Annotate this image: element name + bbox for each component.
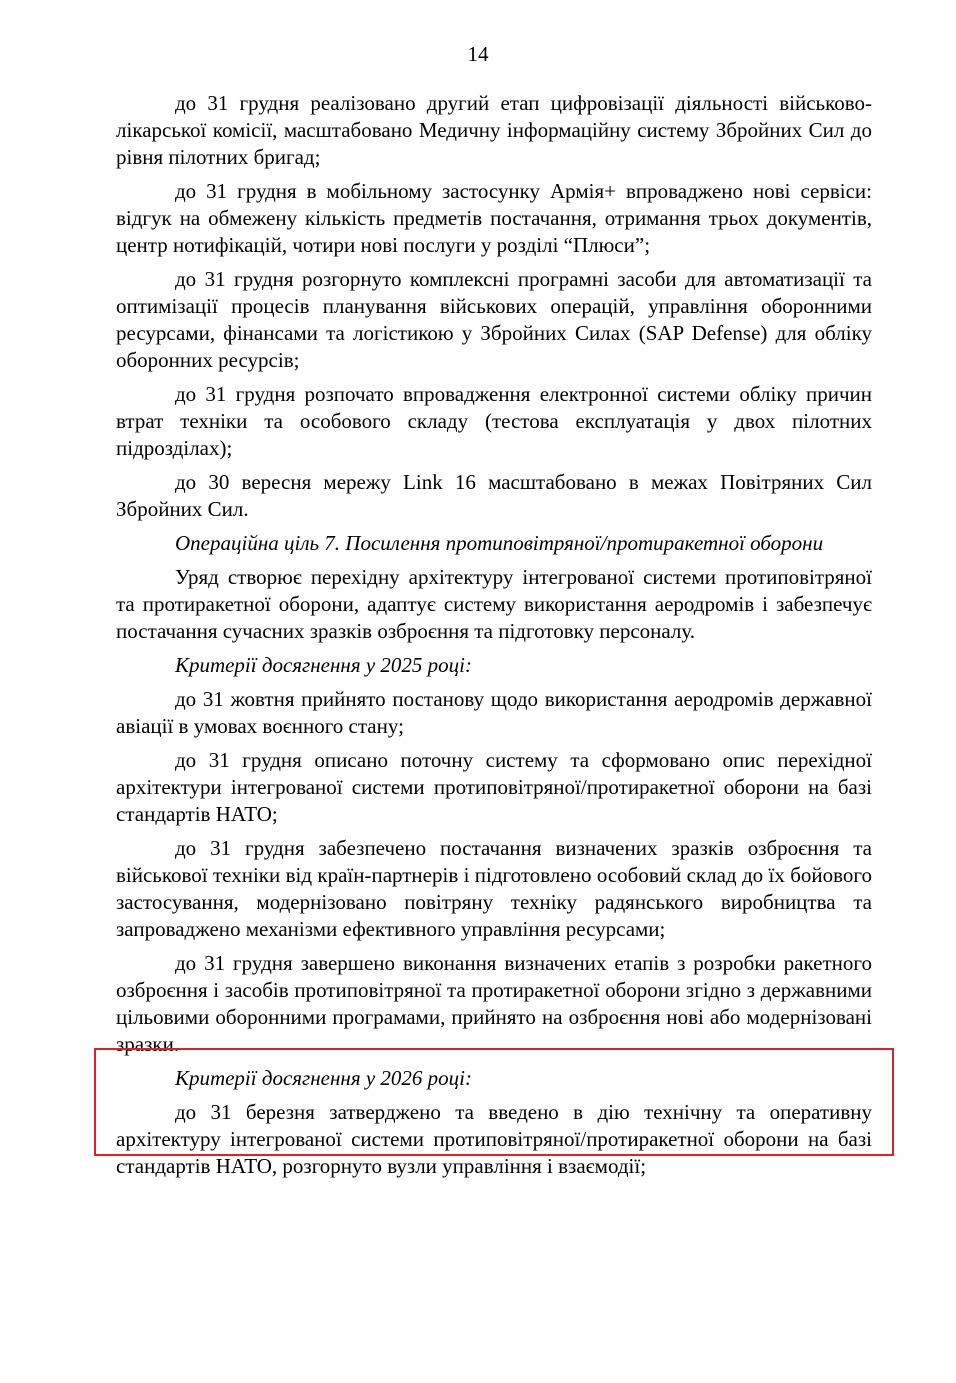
section-heading-operational-goal-7: Операційна ціль 7. Посилення протиповітряної/протиракетної оборони: [175, 531, 824, 555]
document-body: [116, 90, 872, 1187]
paragraph-airfields-resolution: до 31 жовтня прийнято постанову щодо використання аеродромів державної авіації в умовах воєнного стану;: [116, 687, 872, 738]
page-number: 14: [467, 42, 489, 66]
paragraph-sap-defense: до 31 грудня розгорнуто комплексні програмні засоби для автоматизації та оптимізації процесів планування військових операцій, управління оборонними ресурсами, фінансами та логістикою у Збройних Силах (SAP Defense) для обліку оборонних ресурсів;: [116, 267, 872, 372]
paragraph-missile-development-highlighted: до 31 грудня завершено виконання визначених етапів з розробки ракетного озброєння і засобів протиповітряної та протиракетної оборони згідно з державними цільовими оборонними програмами, прийнято на озброєння нові або модернізовані зразки.: [116, 951, 872, 1056]
paragraph-loss-tracking-system: до 31 грудня розпочато впровадження електронної системи обліку причин втрат техніки та особового складу (тестова експлуатація у двох пілотних підрозділах);: [116, 382, 872, 460]
paragraph-government-architecture: Уряд створює перехідну архітектуру інтегрованої системи протиповітряної та протиракетної оборони, адаптує систему використання аеродромів і забезпечує постачання сучасних зразків озброєння та підготовку персоналу.: [116, 565, 872, 643]
criteria-heading-2025: Критерії досягнення у 2025 році:: [175, 653, 472, 677]
paragraph-army-plus-app: до 31 грудня в мобільному застосунку Армія+ впроваджено нові сервіси: відгук на обмежену кількість предметів постачання, отримання трьох документів, центр нотифікацій, чотири нові послуги у розділі “Плюси”;: [116, 179, 872, 257]
paragraph-weapons-supply: до 31 грудня забезпечено постачання визначених зразків озброєння та військової техніки від країн-партнерів і підготовлено особовий склад до їх бойового застосування, модернізовано повітряну техніку радянського виробництва та запроваджено механізми ефективного управління ресурсами;: [116, 836, 872, 941]
paragraph-transition-architecture: до 31 грудня описано поточну систему та сформовано опис перехідної архітектури інтегрованої системи протиповітряної/протиракетної оборони на базі стандартів НАТО;: [116, 748, 872, 826]
paragraph-vlk-digitalization: до 31 грудня реалізовано другий етап цифровізації діяльності військово-лікарської комісії, масштабовано Медичну інформаційну систему Збройних Сил до рівня пілотних бригад;: [116, 91, 872, 169]
paragraph-nato-architecture-2026: до 31 березня затверджено та введено в дію технічну та оперативну архітектуру інтегрованої системи протиповітряної/протиракетної оборони на базі стандартів НАТО, розгорнуто вузли управління і взаємодії;: [116, 1100, 872, 1178]
paragraph-link16: до 30 вересня мережу Link 16 масштабовано в межах Повітряних Сил Збройних Сил.: [116, 470, 872, 521]
criteria-heading-2026: Критерії досягнення у 2026 році:: [175, 1066, 472, 1090]
